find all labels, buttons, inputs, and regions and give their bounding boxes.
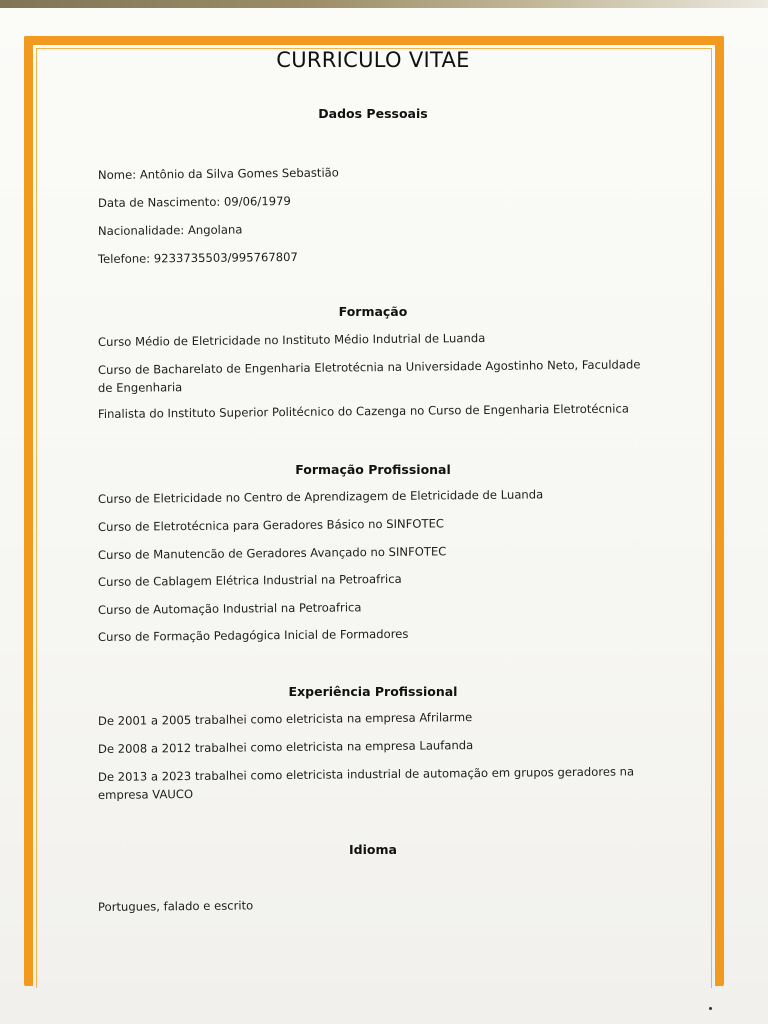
heading-education: Formação [338,304,408,319]
education-item: Curso Médio de Eletricidade no Instituto Médio Indutrial de Luanda [97,330,486,349]
personal-name: Nome: Antônio da Silva Gomes Sebastião [97,165,339,182]
education-item: Finalista do Instituto Superior Politécnico do Cazenga no Curso de Engenharia Eletrotécnica [97,401,629,421]
training-item: Curso de Eletricidade no Centro de Aprendizagem de Eletricidade de Luanda [97,487,544,506]
experience-item-continued: empresa VAUCO [97,787,194,802]
training-item: Curso de Automação Industrial na Petroafrica [97,600,362,617]
training-item: Curso de Manutencão de Geradores Avançado no SINFOTEC [97,544,447,562]
heading-professional-experience: Experiência Profissional [288,684,458,699]
personal-nationality: Nacionalidade: Angolana [97,222,243,238]
heading-professional-training: Formação Profissional [295,462,451,477]
education-item: Curso de Bacharelato de Engenharia Eletrotécnia na Universidade Agostinho Neto, Faculdade [97,357,641,377]
document-title: CURRICULO VITAE [276,48,470,72]
language-item: Portugues, falado e escrito [97,898,254,914]
education-item-continued: de Engenharia [97,380,183,395]
experience-item: De 2001 a 2005 trabalhei como eletricista na empresa Afrilarme [97,710,473,728]
personal-birth-date: Data de Nascimento: 09/06/1979 [97,193,291,210]
scan-speck [709,1007,712,1010]
training-item: Curso de Formação Pedagógica Inicial de Formadores [97,626,409,644]
experience-item: De 2008 a 2012 trabalhei como eletricista na empresa Laufanda [97,738,474,756]
heading-personal-data: Dados Pessoais [318,106,428,121]
training-item: Curso de Eletrotécnica para Geradores Básico no SINFOTEC [97,516,445,534]
personal-phone: Telefone: 9233735503/995767807 [97,249,298,266]
training-item: Curso de Cablagem Elétrica Industrial na Petroafrica [97,571,402,589]
heading-language: Idioma [349,842,397,857]
experience-item: De 2013 a 2023 trabalhei como eletricista industrial de automação em grupos geradores na [97,764,635,784]
